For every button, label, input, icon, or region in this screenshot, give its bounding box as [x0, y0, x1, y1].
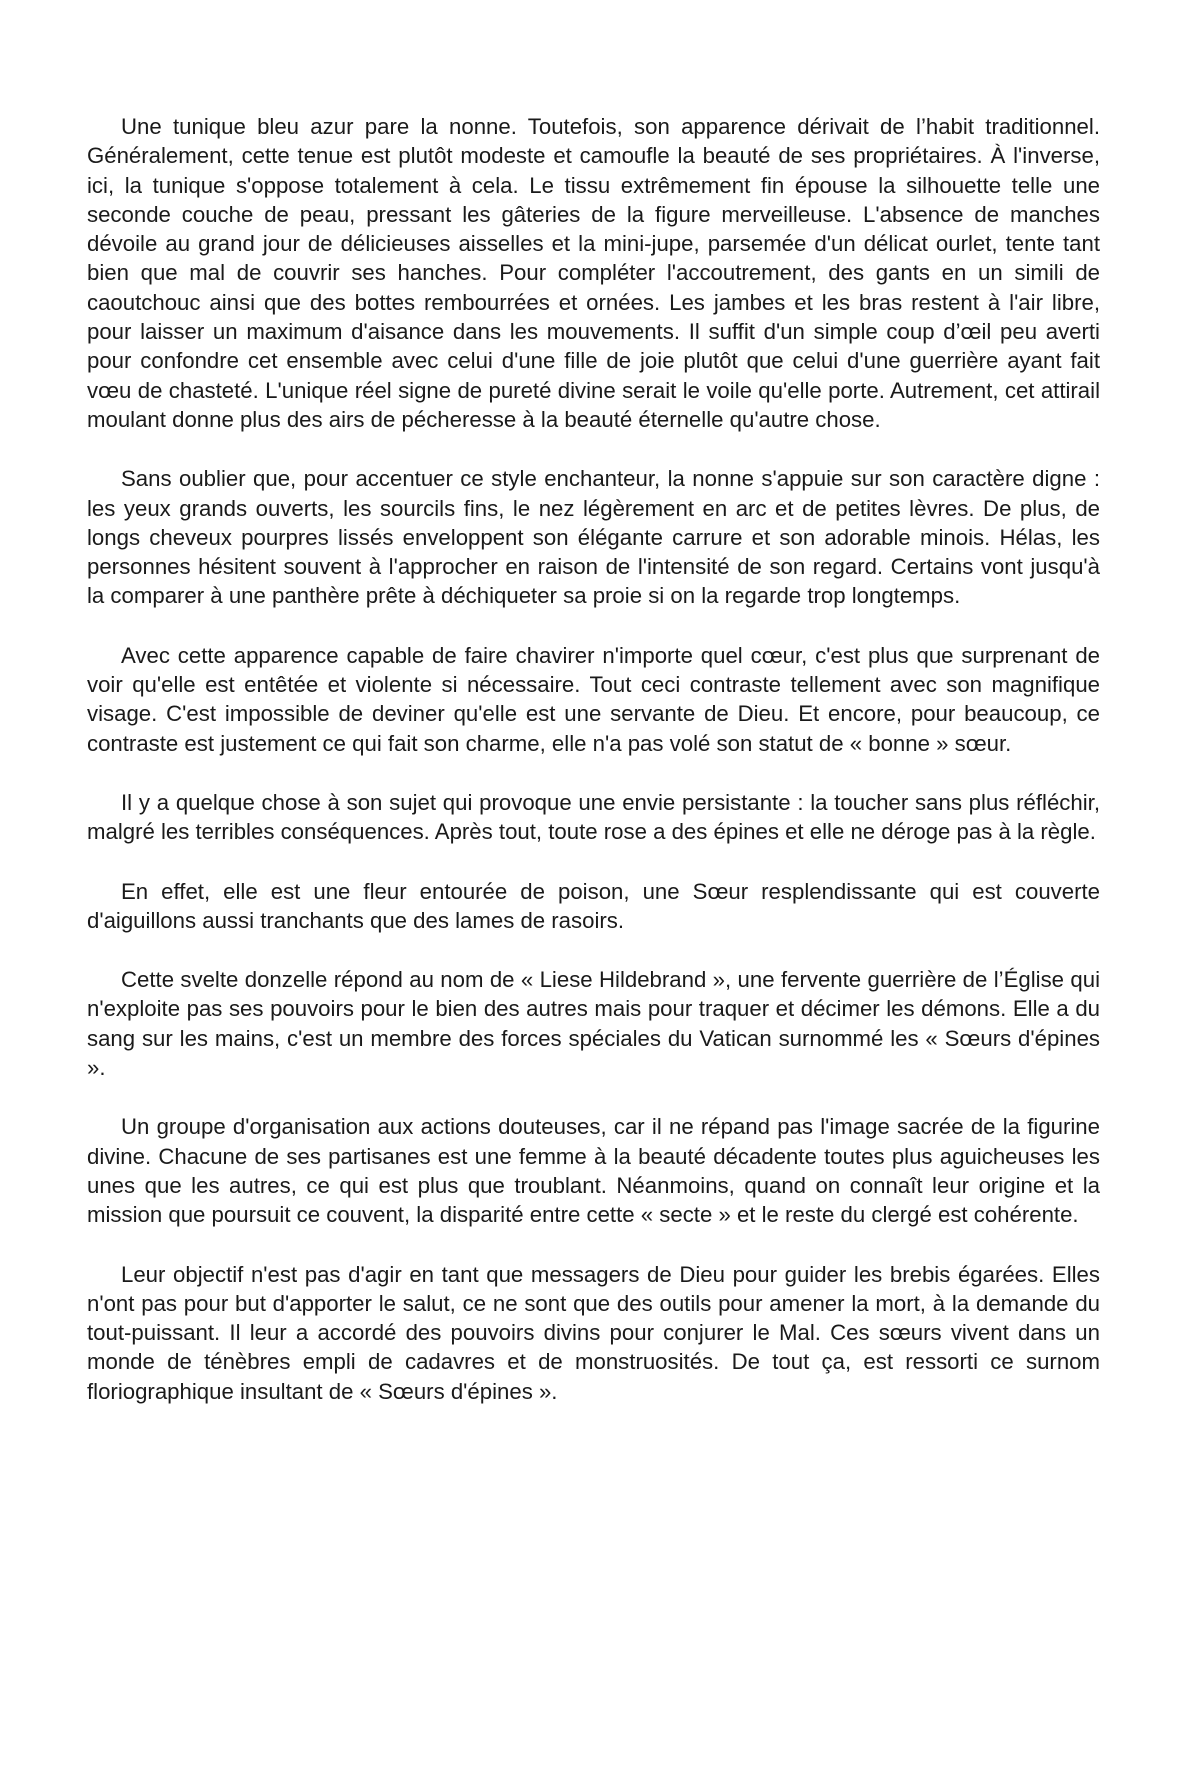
paragraph-6: Cette svelte donzelle répond au nom de « Liese Hildebrand », une fervente guerrière de l’Église qui n'exploite pas ses pouvoirs pour le bien des autres mais pour traquer et décimer les démons. Elle a du sang sur les mains, c'est un membre des forces spéciales du Vatican surnommé les « Sœurs d'épines ».: [87, 967, 1100, 1081]
paragraph-1: Une tunique bleu azur pare la nonne. Toutefois, son apparence dérivait de l’habit traditionnel. Généralement, cette tenue est plutôt modeste et camoufle la beauté de ses propriétaires. À l'inverse, ici, la tunique s'oppose totalement à cela. Le tissu extrêmement fin épouse la silhouette telle une seconde couche de peau, pressant les gâteries de la figure merveilleuse. L'absence de manches dévoile au grand jour de délicieuses aisselles et la mini-jupe, parsemée d'un délicat ourlet, tente tant bien que mal de couvrir ses hanches. Pour compléter l'accoutrement, des gants en un simili de caoutchouc ainsi que des bottes rembourrées et ornées. Les jambes et les bras restent à l'air libre, pour laisser un maximum d'aisance dans les mouvements. Il suffit d'un simple coup d’œil peu averti pour confondre cet ensemble avec celui d'une fille de joie plutôt que celui d'une guerrière ayant fait vœu de chasteté. L'unique réel signe de pureté divine serait le voile qu'elle porte. Autrement, cet attirail moulant donne plus des airs de pécheresse à la beauté éternelle qu'autre chose.: [87, 114, 1100, 432]
paragraph-7: Un groupe d'organisation aux actions douteuses, car il ne répand pas l'image sacrée de la figurine divine. Chacune de ses partisanes est une femme à la beauté décadente toutes plus aguicheuses les unes que les autres, ce qui est plus que troublant. Néanmoins, quand on connaît leur origine et la mission que poursuit ce couvent, la disparité entre cette « secte » et le reste du clergé est cohérente.: [87, 1114, 1100, 1228]
paragraph-2: Sans oublier que, pour accentuer ce style enchanteur, la nonne s'appuie sur son caractère digne : les yeux grands ouverts, les sourcils fins, le nez légèrement en arc et de petites lèvres. De plus, de longs cheveux pourpres lissés enveloppent son élégante carrure et son adorable minois. Hélas, les personnes hésitent souvent à l'approcher en raison de l'intensité de son regard. Certains vont jusqu'à la comparer à une panthère prête à déchiqueter sa proie si on la regarde trop longtemps.: [87, 466, 1100, 609]
document-page: [87, 112, 1100, 1436]
paragraph-4: Il y a quelque chose à son sujet qui provoque une envie persistante : la toucher sans plus réfléchir, malgré les terribles conséquences. Après tout, toute rose a des épines et elle ne déroge pas à la règle.: [87, 789, 1100, 845]
paragraph-5: En effet, elle est une fleur entourée de poison, une Sœur resplendissante qui est couverte d'aiguillons aussi tranchants que des lames de rasoirs.: [87, 878, 1100, 933]
paragraph-3: Avec cette apparence capable de faire chavirer n'importe quel cœur, c'est plus que surprenant de voir qu'elle est entêtée et violente si nécessaire. Tout ceci contraste tellement avec son magnifique visage. C'est impossible de deviner qu'elle est une servante de Dieu. Et encore, pour beaucoup, ce contraste est justement ce qui fait son charme, elle n'a pas volé son statut de « bonne » sœur.: [87, 642, 1100, 756]
paragraph-8: Leur objectif n'est pas d'agir en tant que messagers de Dieu pour guider les brebis égarées. Elles n'ont pas pour but d'apporter le salut, ce ne sont que des outils pour amener la mort, à la demande du tout-puissant. Il leur a accordé des pouvoirs divins pour conjurer le Mal. Ces sœurs vivent dans un monde de ténèbres empli de cadavres et de monstruosités. De tout ça, est ressorti ce surnom floriographique insultant de « Sœurs d'épines ».: [87, 1261, 1100, 1404]
